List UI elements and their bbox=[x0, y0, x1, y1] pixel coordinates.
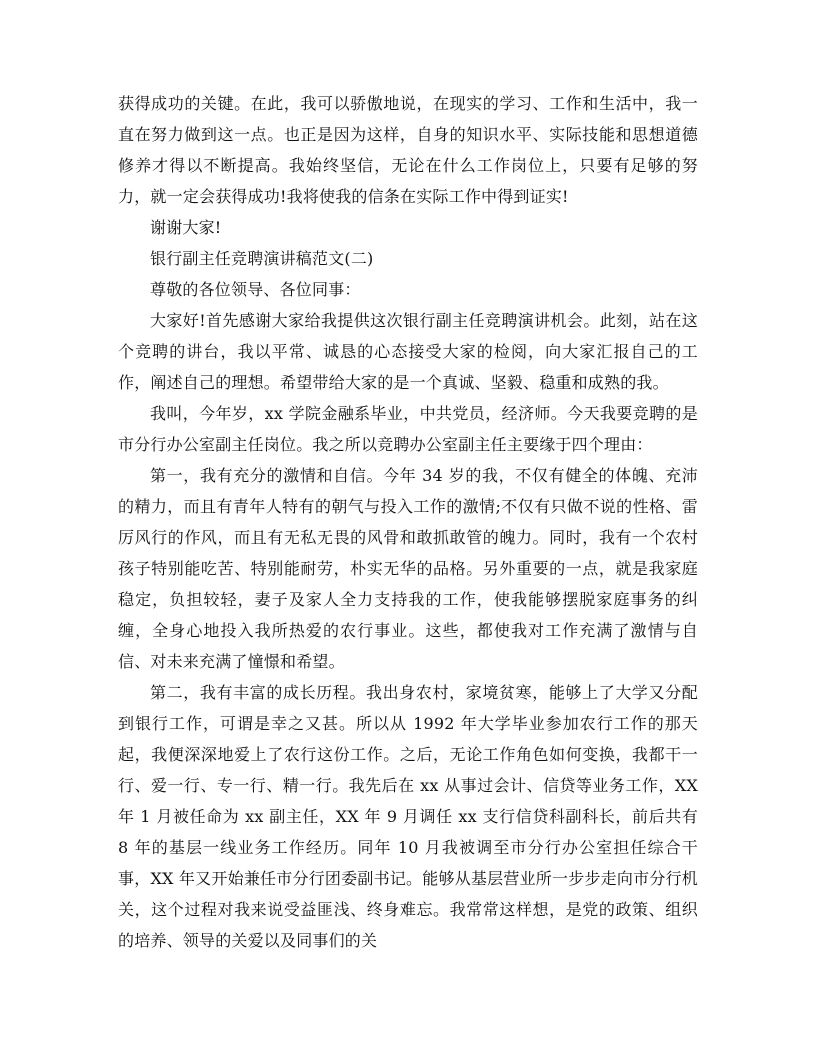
paragraph-closing-text: 获得成功的关键。在此，我可以骄傲地说，在现实的学习、工作和生活中，我一直在努力做到这一点。也正是因为这样，自身的知识水平、实际技能和思想道德修养才得以不断提高。我始终坚信，无论在什么工作岗位上，只要有足够的努力，就一定会获得成功!我将使我的信条在实际工作中得到证实! bbox=[118, 94, 698, 206]
paragraph-thanks: 谢谢大家! bbox=[150, 218, 222, 237]
salutation: 尊敬的各位领导、各位同事： bbox=[150, 280, 361, 299]
section-title: 银行副主任竞聘演讲稿范文(二) bbox=[150, 249, 374, 268]
paragraph-introduction: 我叫，今年岁，xx 学院金融系毕业，中共党员，经济师。今天我要竞聘的是市分行办公室副主任岗位。我之所以竞聘办公室副主任主要缘于四个理由： bbox=[118, 404, 698, 454]
paragraph-reason-two: 第二，我有丰富的成长历程。我出身农村，家境贫寒，能够上了大学又分配到银行工作，可谓是幸之又甚。所以从 1992 年大学毕业参加农行工作的那天起，我便深深地爱上了农行这份工作。之后，无论工作角色如何变换，我都干一行、爱一行、专一行、精一行。我先后在 xx 从事过会计、信贷等业务工作，XX 年 1 月被任命为 xx 副主任，XX 年 9 月调任 xx 支行信贷科副科长，前后共有 8 年的基层一线业务工作经历。同年 10 月我被调至市分行办公室担任综合干事，XX 年又开始兼任市分行团委副书记。能够从基层营业所一步步走向市分行机关，这个过程对我来说受益匪浅、终身难忘。我常常这样想，是党的政策、组织的培养、领导的关爱以及同事们的关 bbox=[118, 683, 698, 950]
paragraph-reason-one: 第一，我有充分的激情和自信。今年 34 岁的我，不仅有健全的体魄、充沛的精力，而且有青年人特有的朝气与投入工作的激情;不仅有只做不说的性格、雷厉风行的作风，而且有无私无畏的风骨和敢抓敢管的魄力。同时，我有一个农村孩子特别能吃苦、特别能耐劳，朴实无华的品格。另外重要的一点，就是我家庭稳定，负担较轻，妻子及家人全力支持我的工作，使我能够摆脱家庭事务的纠缠，全身心地投入我所热爱的农行事业。这些，都使我对工作充满了激情与自信、对未来充满了憧憬和希望。 bbox=[118, 466, 698, 671]
paragraph-greeting: 大家好!首先感谢大家给我提供这次银行副主任竞聘演讲机会。此刻，站在这个竞聘的讲台，我以平常、诚恳的心态接受大家的检阅，向大家汇报自己的工作，阐述自己的理想。希望带给大家的是一个真诚、坚毅、稳重和成熟的我。 bbox=[118, 311, 698, 392]
document-body bbox=[118, 88, 698, 956]
